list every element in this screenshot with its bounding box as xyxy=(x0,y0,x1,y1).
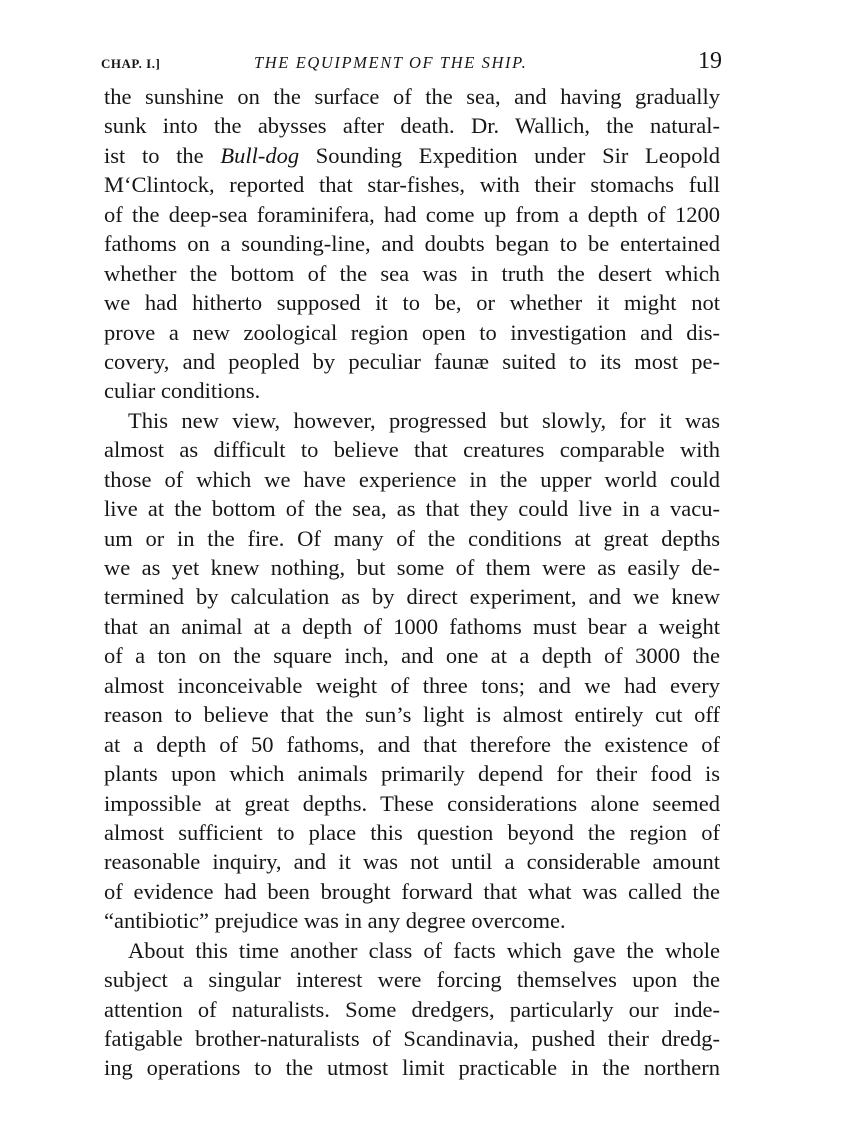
page-number: 19 xyxy=(698,48,722,74)
text-line: sunk into the abysses after death. Dr. Wallich, the natural- xyxy=(104,113,720,139)
text-line: that an animal at a depth of 1000 fathoms must bear a weight xyxy=(104,613,720,639)
text-line: those of which we have experience in the upper world could xyxy=(104,466,720,492)
text-line: almost sufficient to place this question beyond the region of xyxy=(104,819,720,845)
text-line: reasonable inquiry, and it was not until a considerable amount xyxy=(104,849,720,875)
running-header xyxy=(101,48,722,82)
text-line: This new view, however, progressed but slowly, for it was xyxy=(128,407,720,433)
text-line: “antibiotic” prejudice was in any degree overcome. xyxy=(104,908,566,934)
text-line: attention of naturalists. Some dredgers, particularly our inde- xyxy=(104,996,720,1022)
text-line: termined by calculation as by direct experiment, and we knew xyxy=(104,584,720,610)
book-page xyxy=(101,48,722,1083)
text-line: culiar conditions. xyxy=(104,378,261,404)
chapter-label: CHAP. I.] xyxy=(101,56,161,71)
text-line: M‘Clintock, reported that star-fishes, with their stomachs full xyxy=(104,172,720,198)
text-line: plants upon which animals primarily depend for their food is xyxy=(104,761,720,787)
text-line xyxy=(104,141,720,170)
text-line: covery, and peopled by peculiar faunæ suited to its most pe- xyxy=(104,348,720,374)
text-line: we had hitherto supposed it to be, or whether it might not xyxy=(104,290,720,316)
text-line: the sunshine on the surface of the sea, and having gradually xyxy=(104,84,720,109)
text-span: Sounding Expedition under Sir Leopold xyxy=(315,142,721,168)
text-line: ing operations to the utmost limit practicable in the northern xyxy=(104,1055,720,1081)
text-line: of evidence had been brought forward that what was called the xyxy=(104,878,720,904)
text-line: um or in the fire. Of many of the conditions at great depths xyxy=(104,525,720,551)
text-line: prove a new zoological region open to investigation and dis- xyxy=(104,319,720,345)
text-line: whether the bottom of the sea was in truth the desert which xyxy=(104,260,720,286)
paragraph-1 xyxy=(104,82,720,406)
running-title: THE EQUIPMENT OF THE SHIP. xyxy=(254,53,528,72)
text-line: impossible at great depths. These considerations alone seemed xyxy=(104,790,720,816)
text-line: almost as difficult to believe that creatures comparable with xyxy=(104,437,720,463)
text-line: of a ton on the square inch, and one at a depth of 3000 the xyxy=(104,643,720,669)
text-line: fatigable brother-naturalists of Scandinavia, pushed their dredg- xyxy=(104,1026,720,1051)
text-span: ist to the xyxy=(104,142,204,168)
paragraph-3 xyxy=(104,936,720,1083)
text-line: at a depth of 50 fathoms, and that therefore the existence of xyxy=(104,731,720,757)
text-line: subject a singular interest were forcing themselves upon the xyxy=(104,967,720,993)
text-line: of the deep-sea foraminifera, had come up from a depth of 1200 xyxy=(104,201,720,227)
text-line: fathoms on a sounding-line, and doubts began to be entertained xyxy=(104,231,720,257)
text-line: About this time another class of facts which gave the whole xyxy=(128,937,720,963)
text-line: almost inconceivable weight of three tons; and we had every xyxy=(104,672,720,698)
ship-name: Bull-dog xyxy=(220,142,300,168)
text-line: live at the bottom of the sea, as that they could live in a vacu- xyxy=(104,496,720,522)
text-line: reason to believe that the sun’s light is almost entirely cut off xyxy=(104,702,720,728)
text-line: we as yet knew nothing, but some of them were as easily de- xyxy=(104,555,720,580)
paragraph-2 xyxy=(104,406,720,936)
